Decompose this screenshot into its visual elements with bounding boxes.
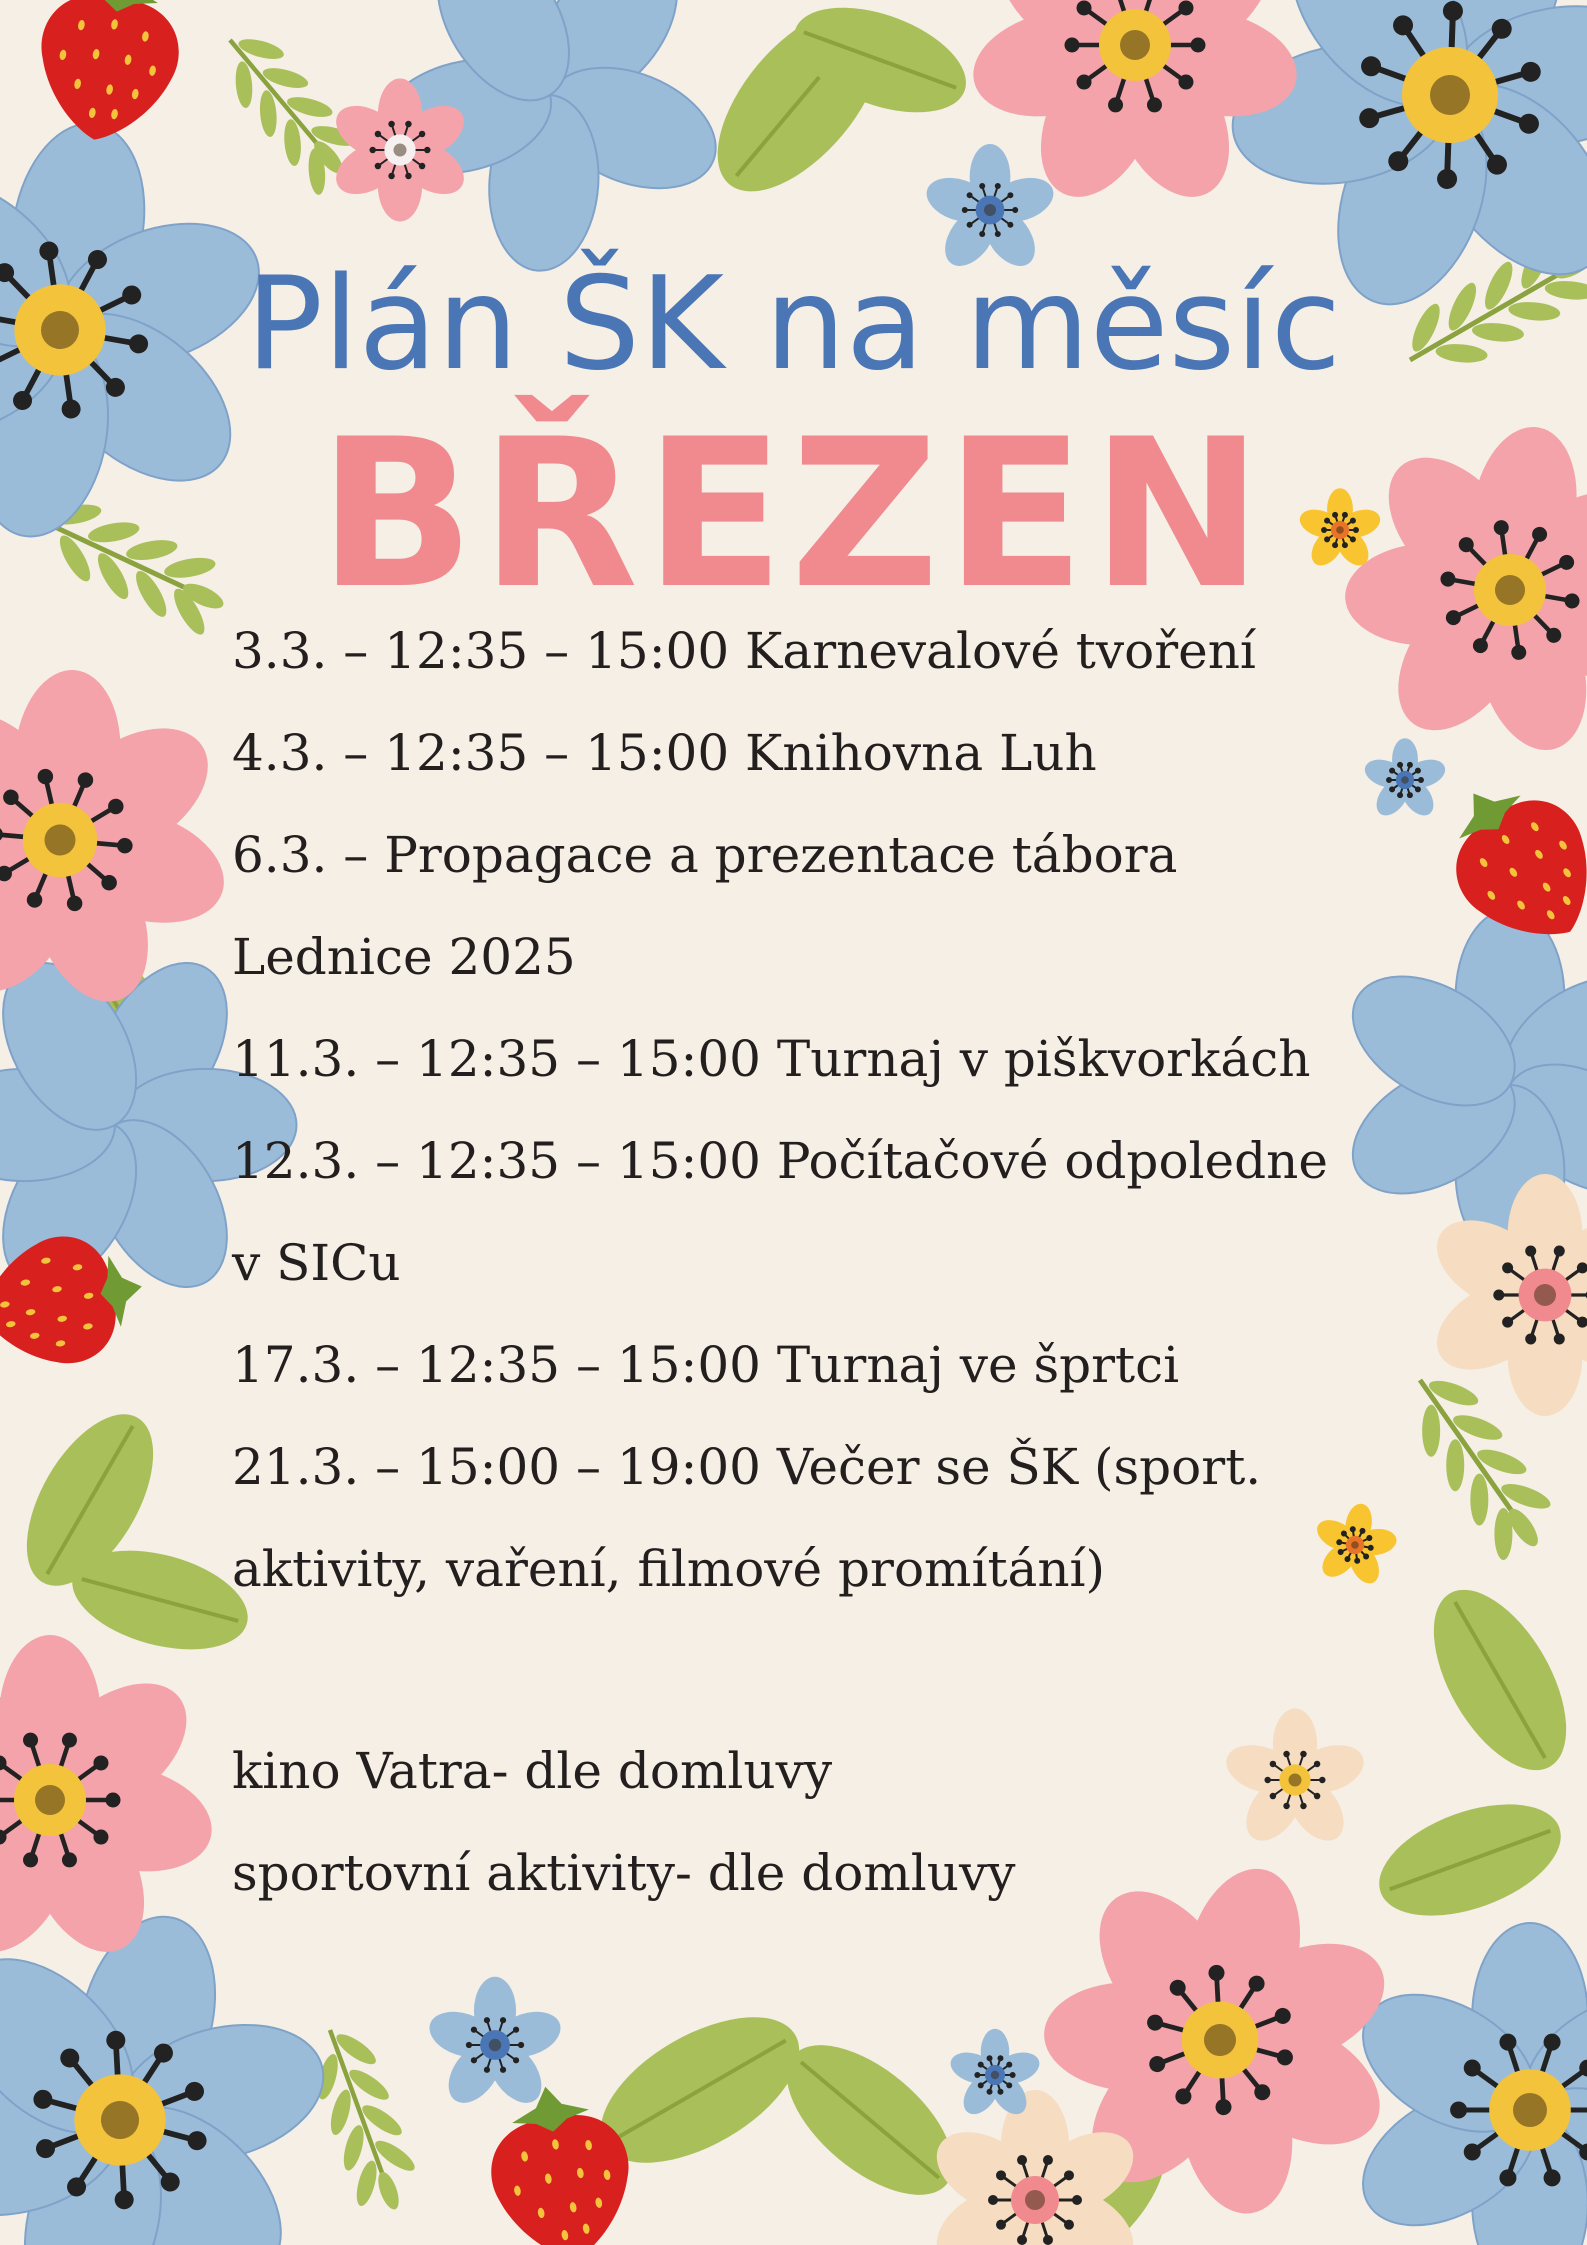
schedule-line-10: aktivity, vaření, filmové promítání)	[232, 1540, 1106, 1598]
leaf-sprig-icon	[294, 2017, 431, 2222]
note-line-1: kino Vatra- dle domluvy	[232, 1742, 833, 1800]
schedule-line-8: 17.3. – 12:35 – 15:00 Turnaj ve šprtci	[232, 1336, 1180, 1394]
strawberry-icon	[26, 0, 192, 152]
schedule-line-2: 4.3. – 12:35 – 15:00 Knihovna Luh	[232, 724, 1097, 782]
schedule-line-7: v SICu	[232, 1234, 401, 1292]
schedule-line-3: 6.3. – Propagace a prezentace tábora	[232, 826, 1178, 884]
schedule-line-4: Lednice 2025	[232, 928, 576, 986]
schedule-line-5: 11.3. – 12:35 – 15:00 Turnaj v piškvorkách	[232, 1030, 1311, 1088]
notes-list	[232, 1720, 1412, 1924]
schedule-line-1: 3.3. – 12:35 – 15:00 Karnevalové tvoření	[232, 622, 1256, 680]
schedule-line-9: 21.3. – 15:00 – 19:00 Večer se ŠK (sport.	[232, 1438, 1262, 1496]
schedule-list	[232, 600, 1472, 1620]
month-heading: BŘEZEN	[318, 396, 1269, 634]
pink-flower-icon	[0, 1635, 222, 1971]
page-title: Plán ŠK na měsíc	[245, 250, 1342, 399]
schedule-line-6: 12.3. – 12:35 – 15:00 Počítačové odpoledne	[232, 1132, 1328, 1190]
note-line-2: sportovní aktivity- dle domluvy	[232, 1844, 1016, 1902]
